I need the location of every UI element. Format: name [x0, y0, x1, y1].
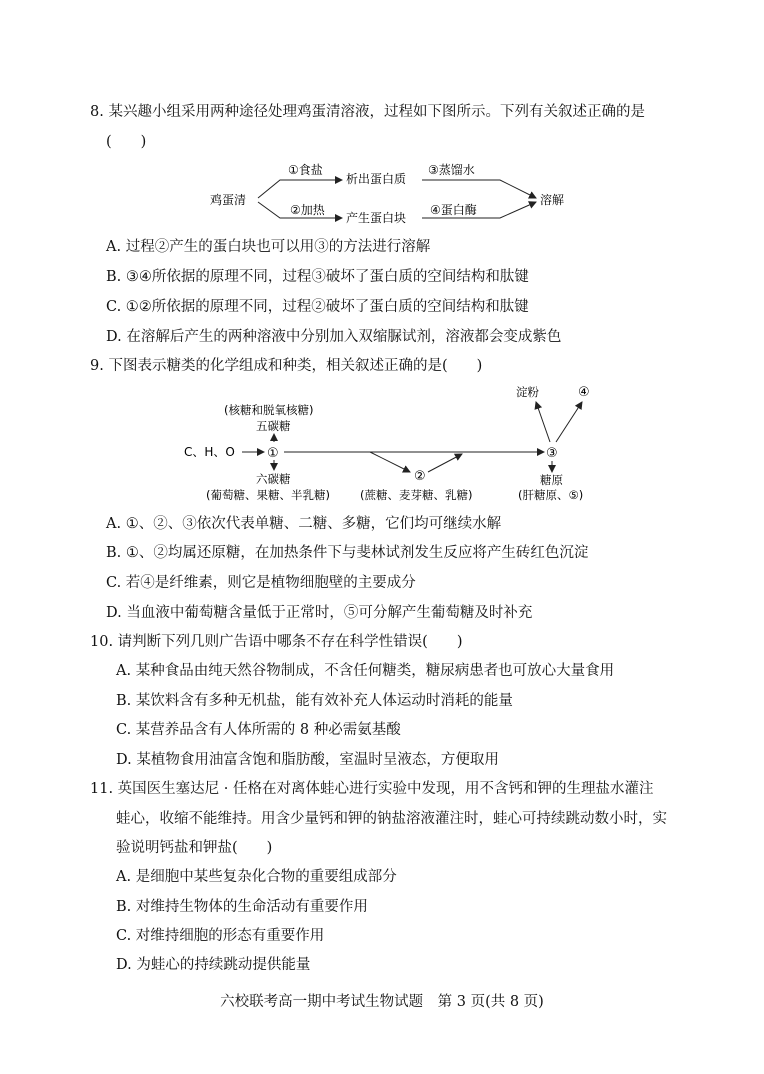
q8-step3: ③蒸馏水 [428, 163, 475, 177]
q8-diagram [200, 152, 580, 232]
q9-starch: 淀粉 [516, 385, 539, 399]
q8-step2: ②加热 [290, 203, 325, 217]
q9-six-carbon-examples: (葡萄糖、果糖、半乳糖) [206, 488, 330, 502]
q10-option-c: C. 某营养品含有人体所需的 8 种必需氨基酸 [116, 722, 401, 738]
q8-product1: 析出蛋白质 [346, 172, 407, 186]
q9-six-carbon: 六碳糖 [256, 472, 291, 486]
q11-option-b: B. 对维持生物体的生命活动有重要作用 [116, 899, 368, 915]
q9-elements: C、H、O [184, 445, 235, 459]
q10-stem: 10. 请判断下列几则广告语中哪条不存在科学性错误( ) [90, 634, 463, 650]
q8-paren: ( ) [106, 134, 147, 150]
q9-five-carbon: 五碳糖 [256, 419, 291, 433]
q8-option-c: C. ①②所依据的原理不同，过程②破坏了蛋白质的空间结构和肽键 [106, 299, 529, 315]
q11-option-a: A. 是细胞中某些复杂化合物的重要组成部分 [116, 869, 397, 885]
q9-n3: ③ [546, 446, 558, 461]
q8-option-a: A. 过程②产生的蛋白块也可以用③的方法进行溶解 [106, 239, 431, 255]
q9-option-c: C. 若④是纤维素，则它是植物细胞壁的主要成分 [106, 575, 416, 591]
q8-step1: ①食盐 [288, 163, 323, 177]
q10-option-b: B. 某饮料含有多种无机盐，能有效补充人体运动时消耗的能量 [116, 693, 513, 709]
q9-diagram [180, 380, 620, 508]
q11-stem-line1: 11. 英国医生塞达尼 · 任格在对离体蛙心进行实验中发现，用不含钙和钾的生理盐水灌注 [90, 781, 654, 797]
q11-option-c: C. 对维持细胞的形态有重要作用 [116, 928, 325, 944]
q10-option-d: D. 某植物食用油富含饱和脂肪酸，室温时呈液态，方便取用 [116, 752, 499, 768]
q9-n1: ① [267, 446, 279, 461]
q9-option-b: B. ①、②均属还原糖，在加热条件下与斐林试剂发生反应将产生砖红色沉淀 [106, 545, 589, 561]
q9-n2-examples: (蔗糖、麦芽糖、乳糖) [360, 488, 473, 502]
q8-source: 鸡蛋清 [210, 193, 247, 207]
q11-option-d: D. 为蛙心的持续跳动提供能量 [116, 957, 311, 973]
q11-stem-line2: 蛙心，收缩不能维持。用含少量钙和钾的钠盐溶液灌注时，蛙心可持续跳动数小时，实 [116, 811, 667, 827]
q8-product2: 产生蛋白块 [346, 211, 407, 225]
q11-stem-line3: 验说明钙盐和钾盐( ) [116, 840, 273, 856]
q8-step4: ④蛋白酶 [430, 203, 477, 217]
page-footer: 六校联考高一期中考试生物试题 第 3 页(共 8 页) [220, 994, 544, 1010]
q8-option-d: D. 在溶解后产生的两种溶液中分别加入双缩脲试剂，溶液都会变成紫色 [106, 329, 562, 345]
q9-glycogen-examples: (肝糖原、⑤) [518, 488, 584, 502]
q8-stem: 8. 某兴趣小组采用两种途径处理鸡蛋清溶液，过程如下图所示。下列有关叙述正确的是 [90, 104, 645, 120]
q8-option-b: B. ③④所依据的原理不同，过程③破坏了蛋白质的空间结构和肽键 [106, 269, 529, 285]
q9-five-carbon-examples: (核糖和脱氧核糖) [224, 403, 314, 417]
q9-n2: ② [414, 469, 426, 484]
q9-n4: ④ [578, 385, 590, 400]
q10-option-a: A. 某种食品由纯天然谷物制成，不含任何糖类，糖尿病患者也可放心大量食用 [116, 663, 615, 679]
q9-glycogen: 糖原 [540, 473, 563, 487]
q9-option-a: A. ①、②、③依次代表单糖、二糖、多糖，它们均可继续水解 [106, 516, 502, 532]
q9-stem: 9. 下图表示糖类的化学组成和种类，相关叙述正确的是( ) [90, 358, 483, 374]
q9-option-d: D. 当血液中葡萄糖含量低于正常时，⑤可分解产生葡萄糖及时补充 [106, 605, 533, 621]
q8-result: 溶解 [540, 193, 565, 207]
